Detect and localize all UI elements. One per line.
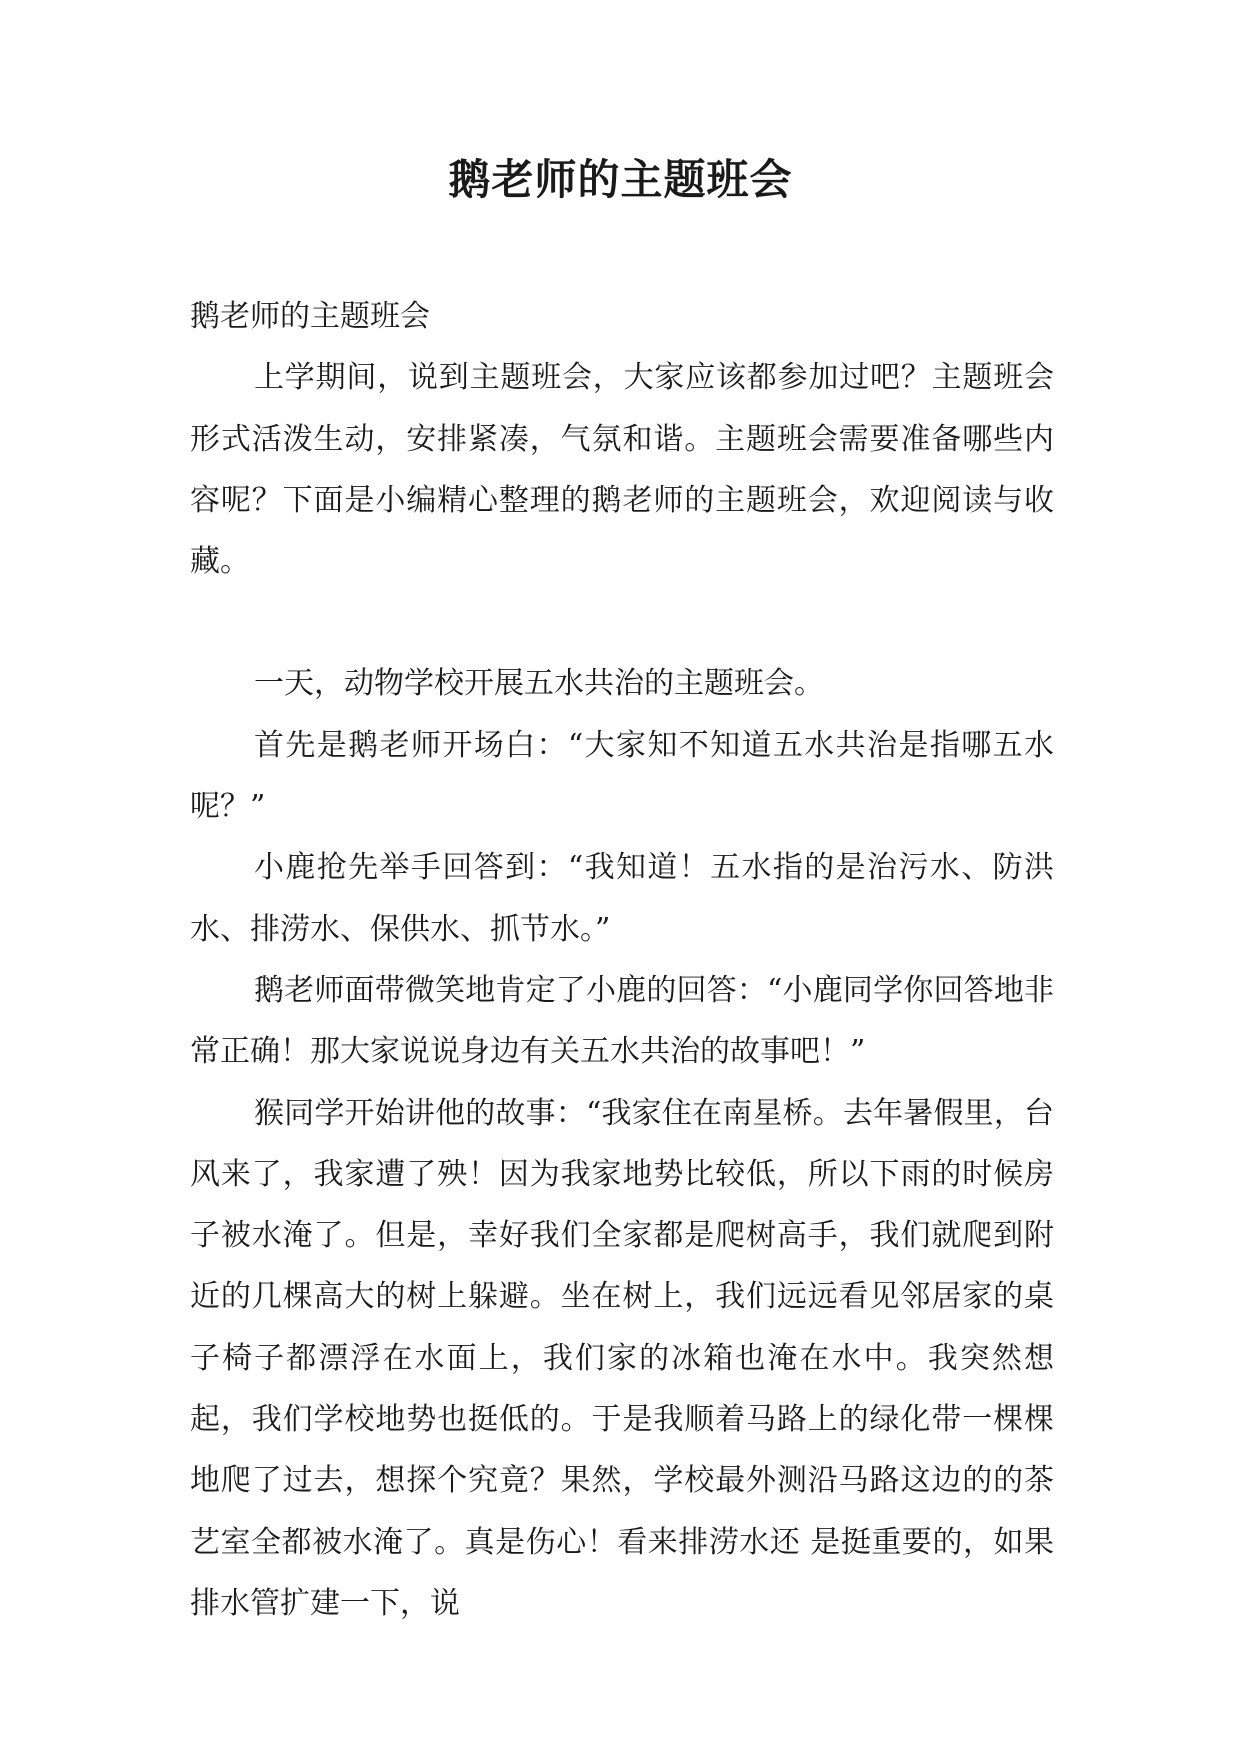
story-paragraph-2: 首先是鹅老师开场白：“大家知不知道五水共治是指哪五水呢？” (190, 727, 1054, 825)
story-paragraph-3: 小鹿抢先举手回答到：“我知道！五水指的是治污水、防洪水、排涝水、保供水、抓节水。” (190, 850, 1054, 947)
document-subtitle: 鹅老师的主题班会 (190, 299, 430, 334)
intro-paragraph: 上学期间，说到主题班会，大家应该都参加过吧？主题班会形式活泼生动，安排紧凑，气氛和谐。主题班会需要准备哪些内容呢？下面是小编精心整理的鹅老师的主题班会，欢迎阅读与收藏。 (190, 360, 1054, 580)
story-paragraph-5: 猴同学开始讲他的故事：“我家住在南星桥。去年暑假里，台风来了，我家遭了殃！因为我家地势比较低，所以下雨的时候房子被水淹了。但是，幸好我们全家都是爬树高手，我们就爬到附近的几棵高大的树上躲避。坐在树上，我们远远看见邻居家的桌子椅子都漂浮在水面上，我们家的冰箱也淹在水中。我突然想起，我们学校地势也挺低的。于是我顺着马路上的绿化带一棵棵地爬了过去，想探个究竟？果然，学校最外测沿马路这边的的茶艺室全都被水淹了。真是伤心！看来排涝水还 是挺重要的，如果排水管扩建一下，说 (190, 1095, 1054, 1621)
story-paragraph-1: 一天，动物学校开展五水共治的主题班会。 (254, 666, 824, 702)
document-title: 鹅老师的主题班会 (448, 155, 793, 204)
story-paragraph-4: 鹅老师面带微笑地肯定了小鹿的回答：“小鹿同学你回答地非常正确！那大家说说身边有关五水共治的故事吧！” (190, 972, 1054, 1070)
paragraph-spacer (190, 592, 1054, 653)
document-body (190, 286, 1054, 1634)
